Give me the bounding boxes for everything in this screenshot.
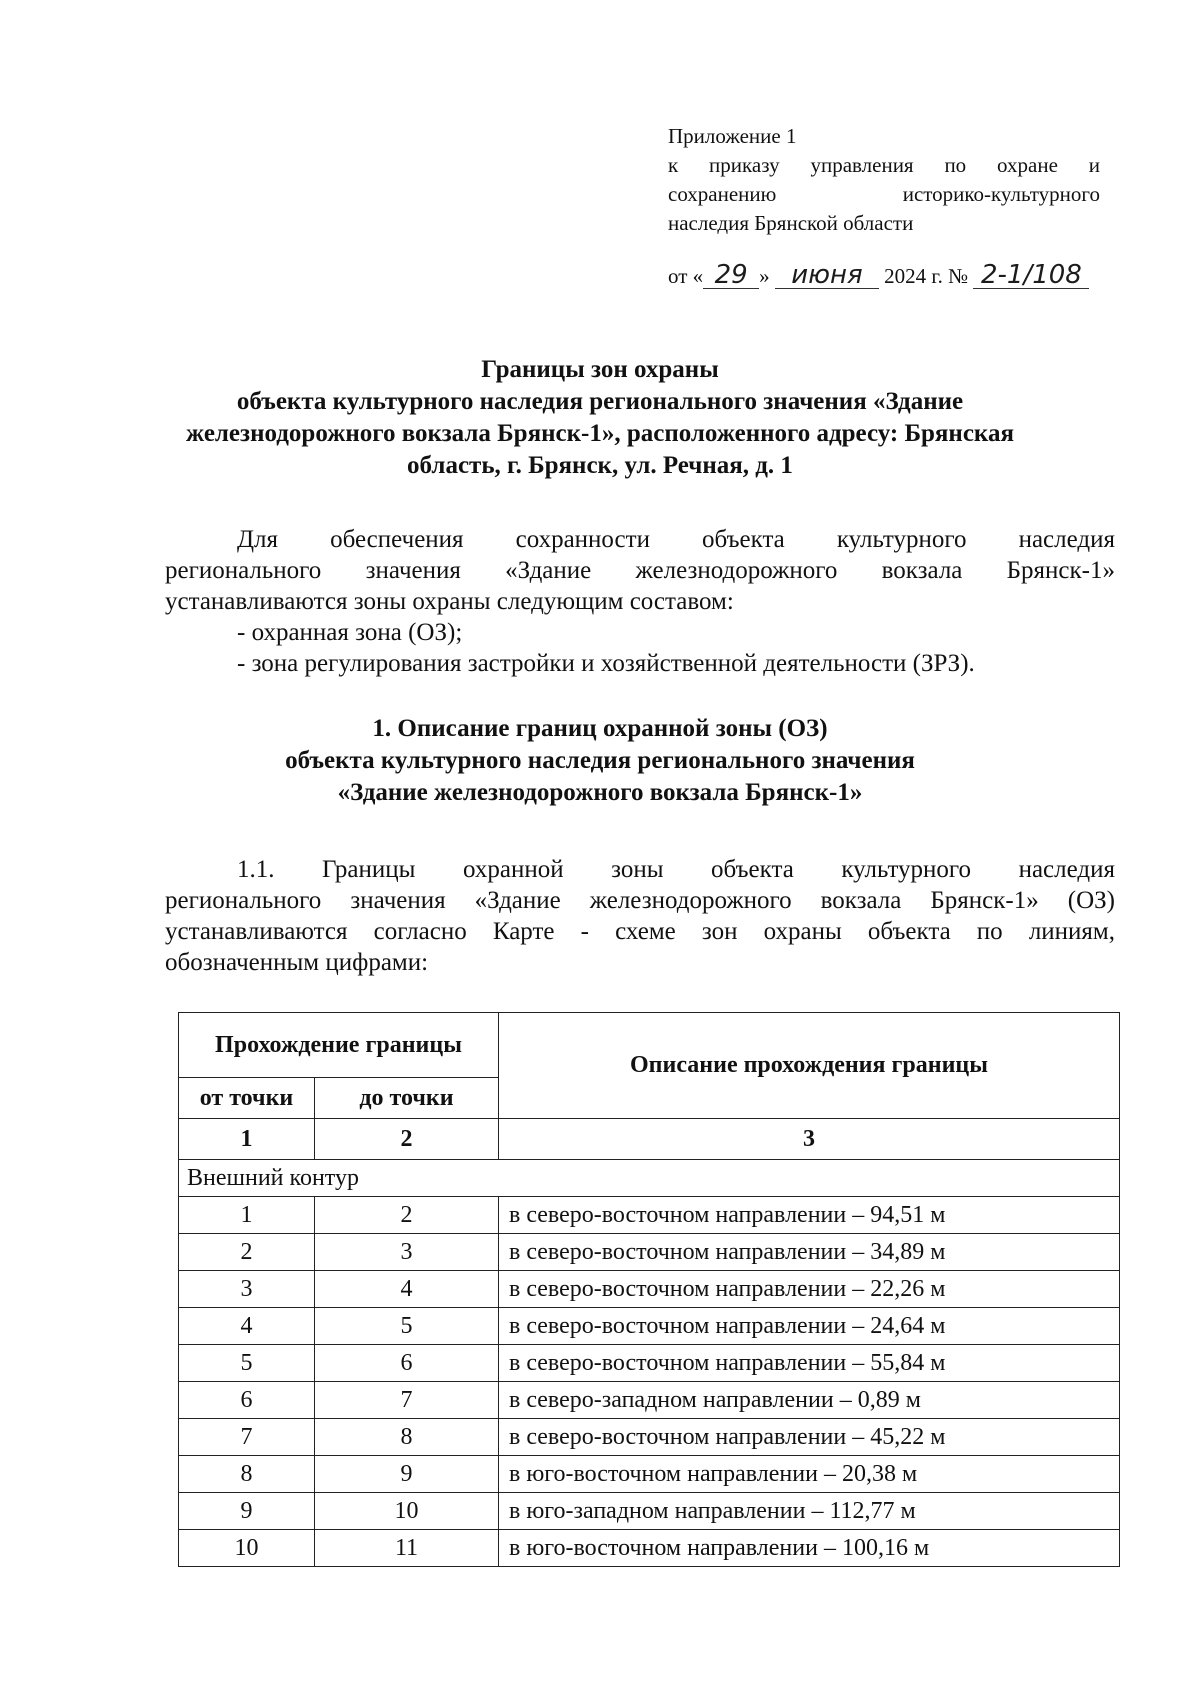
to-point: 6 <box>315 1345 499 1382</box>
section-1-line-3: «Здание железнодорожного вокзала Брянск-1» <box>337 779 863 806</box>
contour-row <box>179 1160 1120 1197</box>
contour-label: Внешний контур <box>179 1160 1120 1197</box>
boundary-description: в юго-восточном направлении – 20,38 м <box>499 1456 1120 1493</box>
column-number-row <box>179 1119 1120 1160</box>
handwritten-order-number: 2-1/108 <box>973 262 1089 289</box>
section-1-line-1: 1. Описание границ охранной зоны (ОЗ) <box>372 715 828 742</box>
table-row <box>179 1493 1120 1530</box>
table-row <box>179 1271 1120 1308</box>
boundary-description: в юго-западном направлении – 112,77 м <box>499 1493 1120 1530</box>
table-row <box>179 1530 1120 1567</box>
para-1-1-line-3: устанавливаются согласно Карте - схеме зон охраны объекта по линиям, <box>165 918 1115 945</box>
header-description: Описание прохождения границы <box>499 1013 1120 1119</box>
from-point: 10 <box>179 1530 315 1567</box>
boundary-description: в юго-восточном направлении – 100,16 м <box>499 1530 1120 1567</box>
table-row <box>179 1308 1120 1345</box>
title-line-4: область, г. Брянск, ул. Речная, д. 1 <box>407 452 793 479</box>
from-point: 4 <box>179 1308 315 1345</box>
intro-list-item-1: - охранная зона (ОЗ); <box>237 619 463 646</box>
section-1-title <box>160 713 1040 809</box>
from-point: 5 <box>179 1345 315 1382</box>
section-1-line-2: объекта культурного наследия регионального значения <box>285 747 915 774</box>
boundary-description: в северо-восточном направлении – 34,89 м <box>499 1234 1120 1271</box>
intro-paragraph <box>165 524 1115 679</box>
boundary-description: в северо-восточном направлении – 94,51 м <box>499 1197 1120 1234</box>
title-line-3: железнодорожного вокзала Брянск-1», расположенного адресу: Брянская <box>186 420 1014 447</box>
table-row <box>179 1382 1120 1419</box>
header-boundary-passage: Прохождение границы <box>179 1013 499 1078</box>
header-from-point: от точки <box>179 1078 315 1119</box>
order-date-line <box>668 262 1089 289</box>
from-point: 6 <box>179 1382 315 1419</box>
paragraph-1-1 <box>165 854 1115 978</box>
title-line-1: Границы зон охраны <box>481 356 719 383</box>
to-point: 11 <box>315 1530 499 1567</box>
from-point: 9 <box>179 1493 315 1530</box>
intro-line-3: устанавливаются зоны охраны следующим составом: <box>165 588 734 615</box>
appendix-line-2: к приказу управления по охране и <box>668 153 1100 177</box>
boundary-description: в северо-восточном направлении – 22,26 м <box>499 1271 1120 1308</box>
date-prefix: от « <box>668 264 704 288</box>
boundary-description: в северо-восточном направлении – 24,64 м <box>499 1308 1120 1345</box>
boundary-description: в северо-восточном направлении – 55,84 м <box>499 1345 1120 1382</box>
date-mid: » <box>759 264 770 288</box>
table-row <box>179 1234 1120 1271</box>
appendix-line-3: сохранению историко-культурного <box>668 182 1100 206</box>
table-header-row <box>179 1013 1120 1078</box>
handwritten-month: июня <box>775 262 879 289</box>
para-1-1-line-2: регионального значения «Здание железнодорожного вокзала Брянск-1» (ОЗ) <box>165 887 1115 914</box>
table-row <box>179 1197 1120 1234</box>
to-point: 2 <box>315 1197 499 1234</box>
header-to-point: до точки <box>315 1078 499 1119</box>
from-point: 8 <box>179 1456 315 1493</box>
appendix-line-1: Приложение 1 <box>668 124 797 148</box>
column-number: 1 <box>179 1119 315 1160</box>
to-point: 8 <box>315 1419 499 1456</box>
boundary-description: в северо-западном направлении – 0,89 м <box>499 1382 1120 1419</box>
document-title <box>160 354 1040 482</box>
table-row <box>179 1419 1120 1456</box>
table-row <box>179 1456 1120 1493</box>
to-point: 7 <box>315 1382 499 1419</box>
to-point: 10 <box>315 1493 499 1530</box>
to-point: 9 <box>315 1456 499 1493</box>
boundary-table <box>178 1012 1120 1567</box>
intro-list-item-2: - зона регулирования застройки и хозяйственной деятельности (ЗРЗ). <box>237 650 975 677</box>
to-point: 4 <box>315 1271 499 1308</box>
title-line-2: объекта культурного наследия регионального значения «Здание <box>236 388 964 415</box>
para-1-1-line-4: обозначенным цифрами: <box>165 949 429 976</box>
table-row <box>179 1345 1120 1382</box>
to-point: 5 <box>315 1308 499 1345</box>
boundary-description: в северо-восточном направлении – 45,22 м <box>499 1419 1120 1456</box>
from-point: 1 <box>179 1197 315 1234</box>
appendix-block <box>668 122 1100 238</box>
from-point: 7 <box>179 1419 315 1456</box>
intro-line-1: Для обеспечения сохранности объекта культурного наследия <box>237 526 1115 553</box>
appendix-line-4: наследия Брянской области <box>668 211 914 235</box>
from-point: 3 <box>179 1271 315 1308</box>
para-1-1-line-1: 1.1. Границы охранной зоны объекта культурного наследия <box>237 856 1115 883</box>
intro-line-2: регионального значения «Здание железнодорожного вокзала Брянск-1» <box>165 557 1115 584</box>
column-number: 3 <box>499 1119 1120 1160</box>
handwritten-day: 29 <box>703 262 759 289</box>
to-point: 3 <box>315 1234 499 1271</box>
from-point: 2 <box>179 1234 315 1271</box>
column-number: 2 <box>315 1119 499 1160</box>
date-year: 2024 г. № <box>884 264 969 288</box>
